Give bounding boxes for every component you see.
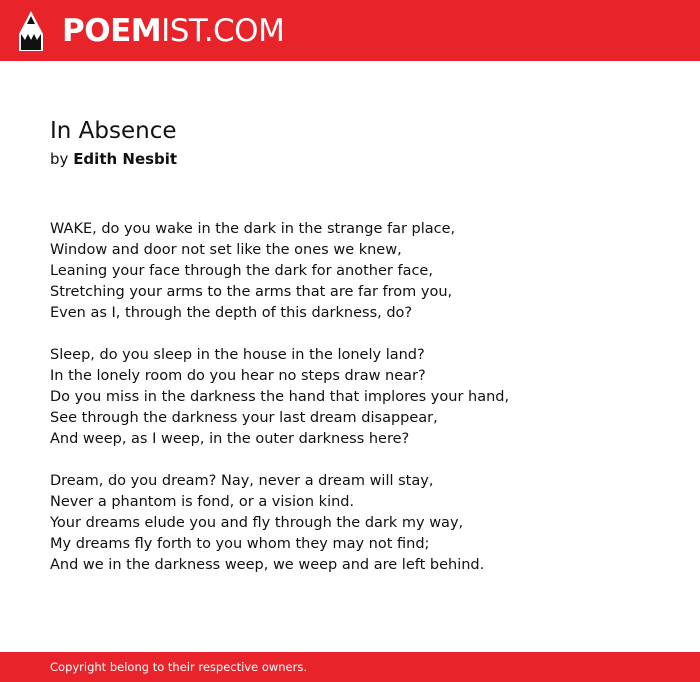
site-header	[0, 0, 700, 61]
poem-line: Dream, do you dream? Nay, never a dream will stay,	[50, 473, 434, 489]
poem-line: Do you miss in the darkness the hand that implores your hand,	[50, 389, 510, 405]
poem-line: Sleep, do you sleep in the house in the lonely land?	[50, 347, 425, 363]
poem-line: And we in the darkness weep, we weep and are left behind.	[50, 557, 485, 573]
poem-line: In the lonely room do you hear no steps draw near?	[50, 368, 426, 384]
poem-body	[50, 219, 509, 597]
poem-line: WAKE, do you wake in the dark in the strange far place,	[50, 221, 456, 237]
poem-line: Stretching your arms to the arms that are far from you,	[50, 284, 453, 300]
poem-line: Leaning your face through the dark for another face,	[50, 263, 433, 279]
logo-bold-text: POEM	[62, 13, 162, 49]
stanza	[50, 345, 509, 450]
poem-line: Your dreams elude you and fly through the dark my way,	[50, 515, 464, 531]
author-name: Edith Nesbit	[73, 150, 178, 168]
poem-byline	[50, 149, 177, 169]
stanza	[50, 219, 509, 324]
site-footer	[0, 652, 700, 682]
stanza	[50, 471, 509, 576]
poem-line: Even as I, through the depth of this darkness, do?	[50, 305, 413, 321]
site-logo[interactable]	[62, 13, 284, 49]
byline-prefix: by	[50, 150, 69, 168]
pencil-icon	[18, 10, 44, 52]
poem-line: My dreams fly forth to you whom they may not find;	[50, 536, 430, 552]
poem-line: Window and door not set like the ones we knew,	[50, 242, 402, 258]
poem-line: And weep, as I weep, in the outer darkness here?	[50, 431, 410, 447]
poem-title: In Absence	[50, 118, 177, 144]
copyright-text: Copyright belong to their respective owners.	[50, 660, 308, 674]
poem-line: Never a phantom is fond, or a vision kind.	[50, 494, 355, 510]
poem-line: See through the darkness your last dream disappear,	[50, 410, 438, 426]
logo-light-text: IST.COM	[161, 13, 285, 49]
